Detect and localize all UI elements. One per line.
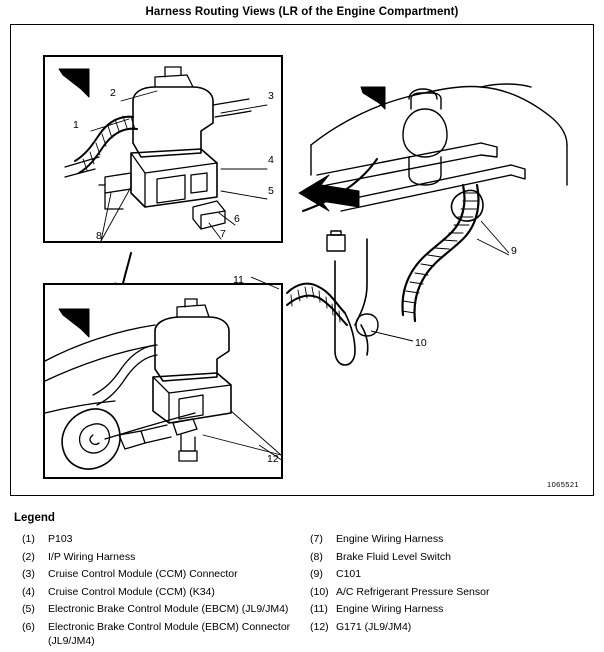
legend-column-left (22, 532, 292, 652)
legend-item-number: (3) (22, 568, 35, 580)
legend-item-label: A/C Refrigerant Pressure Sensor (336, 585, 490, 598)
legend-item (310, 550, 580, 565)
inset-view-top (43, 55, 283, 243)
legend-item (310, 532, 580, 547)
legend-item-number: (2) (22, 550, 35, 563)
legend-item-label: Brake Fluid Level Switch (336, 550, 451, 563)
legend-item (310, 585, 580, 600)
callout-1: 1 (73, 119, 79, 131)
legend-item-label: Cruise Control Module (CCM) Connector (48, 568, 238, 580)
callout-12: 12 (267, 453, 279, 465)
legend-item-label: G171 (JL9/JM4) (336, 620, 412, 633)
callout-7: 7 (220, 228, 226, 240)
legend-item-number: (6) (22, 620, 35, 633)
figure-frame (10, 24, 594, 496)
legend-item-label: Engine Wiring Harness (336, 603, 444, 615)
callout-11: 11 (233, 274, 244, 286)
legend-column-right (310, 532, 580, 652)
legend-item-label: Electronic Brake Control Module (EBCM) (JL9/JM4) (48, 603, 289, 615)
legend-item-number: (9) (310, 568, 323, 580)
inset-bottom-artwork (45, 285, 281, 477)
page-title: Harness Routing Views (LR of the Engine Compartment) (145, 6, 459, 18)
callout-8: 8 (96, 230, 102, 242)
callout-2: 2 (110, 87, 116, 99)
legend-item (310, 567, 580, 582)
legend-item (22, 585, 292, 600)
legend-item-label: I/P Wiring Harness (48, 550, 136, 563)
callout-10: 10 (415, 337, 427, 349)
figure-part-number: 1065521 (547, 480, 579, 489)
legend-item (22, 620, 292, 649)
callout-3: 3 (268, 90, 274, 102)
legend-item-number: (10) (310, 585, 329, 598)
legend-item-label: P103 (48, 533, 73, 545)
legend-item (22, 602, 292, 617)
inset-top-artwork (45, 57, 281, 241)
legend-item-number: (1) (22, 533, 35, 545)
legend-item-number: (5) (22, 603, 35, 615)
legend-item-label: Engine Wiring Harness (336, 533, 444, 545)
legend-item-number: (7) (310, 533, 323, 545)
legend-item (310, 620, 580, 635)
callout-5: 5 (268, 185, 274, 197)
callout-9: 9 (511, 245, 517, 257)
legend-item-number: (8) (310, 550, 323, 563)
legend-item-label: Electronic Brake Control Module (EBCM) Connector (JL9/JM4) (48, 620, 291, 647)
legend-item-label: C101 (336, 568, 362, 580)
legend-item-label: Cruise Control Module (CCM) (K34) (48, 585, 215, 598)
legend-item (22, 532, 292, 547)
legend-item (22, 550, 292, 565)
legend-title: Legend (14, 512, 55, 524)
legend (22, 532, 592, 652)
callout-4: 4 (268, 154, 274, 166)
legend-item (310, 602, 580, 617)
callout-6: 6 (234, 213, 240, 225)
legend-item-number: (12) (310, 620, 329, 633)
inset-view-bottom (43, 283, 283, 479)
legend-item-number: (4) (22, 585, 35, 598)
legend-item-number: (11) (310, 603, 328, 615)
legend-item (22, 567, 292, 582)
